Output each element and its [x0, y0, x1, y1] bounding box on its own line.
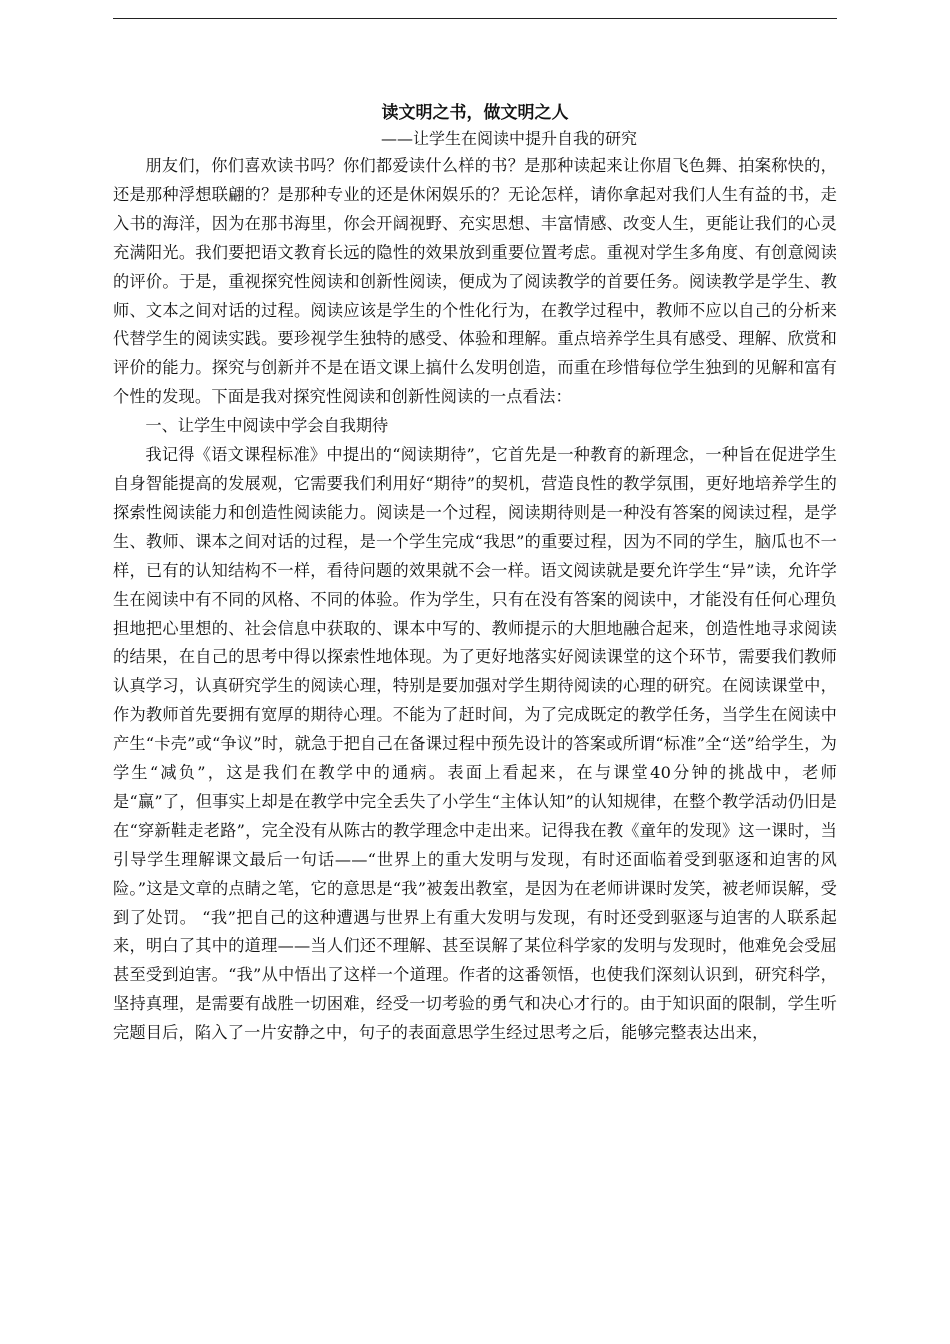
document-body — [113, 100, 837, 1048]
paragraph-section-1: 我记得《语文课程标准》中提出的“阅读期待”，它首先是一种教育的新理念，一种旨在促进学生自身智能提高的发展观，它需要我们利用好“期待”的契机，营造良性的教学氛围，更好地培养学生的探索性阅读能力和创造性阅读能力。阅读是一个过程，阅读期待则是一种没有答案的阅读过程，是学生、教师、课本之间对话的过程，是一个学生完成“我思”的重要过程，因为不同的学生，脑瓜也不一样，已有的认知结构不一样，看待问题的效果就不会一样。语文阅读就是要允许学生“异”读，允许学生在阅读中有不同的风格、不同的体验。作为学生，只有在没有答案的阅读中，才能没有任何心理负担地把心里想的、社会信息中获取的、课本中写的、教师提示的大胆地融合起来，创造性地寻求阅读的结果，在自己的思考中得以探索性地体现。为了更好地落实好阅读课堂的这个环节，需要我们教师认真学习，认真研究学生的阅读心理，特别是要加强对学生期待阅读的心理的研究。在阅读课堂中，作为教师首先要拥有宽厚的期待心理。不能为了赶时间，为了完成既定的教学任务，当学生在阅读中产生“卡壳”或“争议”时，就急于把自己在备课过程中预先设计的答案或所谓“标准”全“送”给学生，为学生“减负”，这是我们在教学中的通病。表面上看起来，在与课堂40分钟的挑战中，老师是“赢”了，但事实上却是在教学中完全丢失了小学生“主体认知”的认知规律，在整个教学活动仍旧是在“穿新鞋走老路”，完全没有从陈古的教学理念中走出来。记得我在教《童年的发现》这一课时，当引导学生理解课文最后一句话——“世界上的重大发明与发现，有时还面临着受到驱逐和迫害的风险。”这是文章的点睛之笔，它的意思是“我”被轰出教室，是因为在老师讲课时发笑，被老师误解，受到了处罚。 “我”把自己的这种遭遇与世界上有重大发明与发现，有时还受到驱逐与迫害的人联系起来，明白了其中的道理——当人们还不理解、甚至误解了某位科学家的发明与发现时，他难免会受屈甚至受到迫害。“我”从中悟出了这样一个道理。作者的这番领悟，也使我们深刻认识到，研究科学，坚持真理，是需要有战胜一切困难，经受一切考验的勇气和决心才行的。由于知识面的限制，学生听完题目后，陷入了一片安静之中，句子的表面意思学生经过思考之后，能够完整表达出来， — [113, 445, 837, 1043]
header-rule — [113, 18, 837, 19]
section-heading-1: 一、让学生中阅读中学会自我期待 — [145, 416, 389, 436]
paragraph-intro: 朋友们，你们喜欢读书吗？你们都爱读什么样的书？是那种读起来让你眉飞色舞、拍案称快的，还是那种浮想联翩的？是那种专业的还是休闲娱乐的？无论怎样，请你拿起对我们人生有益的书，走入书的海洋，因为在那书海里，你会开阔视野、充实思想、丰富情感、改变人生，更能让我们的心灵充满阳光。我们要把语文教育长远的隐性的效果放到重要位置考虑。重视对学生多角度、有创意阅读的评价。于是，重视探究性阅读和创新性阅读，便成为了阅读教学的首要任务。阅读教学是学生、教师、文本之间对话的过程。阅读应该是学生的个性化行为，在教学过程中，教师不应以自己的分析来代替学生的阅读实践。要珍视学生独特的感受、体验和理解。重点培养学生具有感受、理解、欣赏和评价的能力。探究与创新并不是在语文课上搞什么发明创造，而重在珍惜每位学生独到的见解和富有个性的发现。下面是我对探究性阅读和创新性阅读的一点看法： — [113, 156, 837, 407]
document-subtitle: ——让学生在阅读中提升自我的研究 — [381, 129, 638, 148]
document-title: 读文明之书，做文明之人 — [381, 103, 569, 123]
